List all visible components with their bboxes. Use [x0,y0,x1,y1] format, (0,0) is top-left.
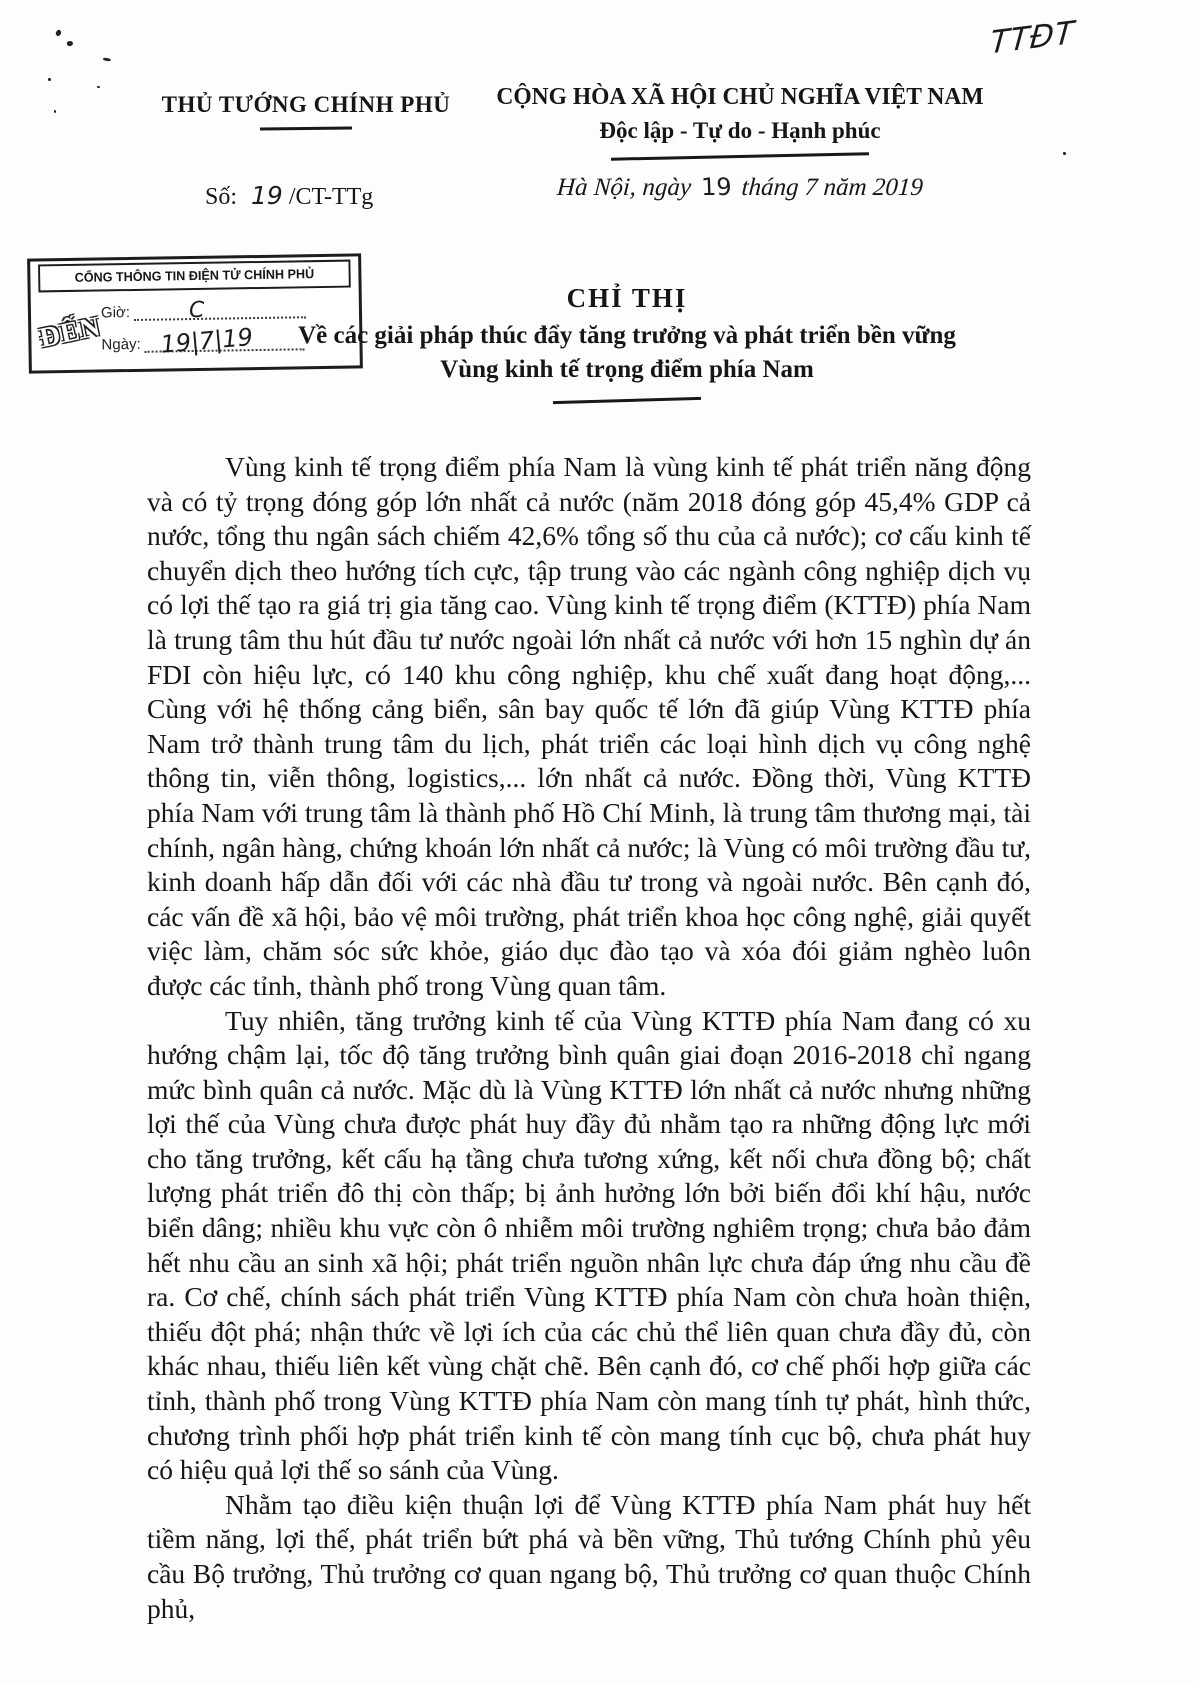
scan-speckle [55,29,63,37]
scan-speckle [54,110,56,113]
paragraph: Nhằm tạo điều kiện thuận lợi để Vùng KTTĐ phía Nam phát huy hết tiềm năng, lợi thế, phát triển bứt phá và bền vững, Thủ tướng Chính phủ yêu cầu Bộ trưởng, Thủ trưởng cơ quan ngang bộ, Thủ trưởng cơ quan thuộc Chính phủ, [147,1488,1031,1624]
stamp-time-value: C [188,297,205,324]
scan-speckle [103,57,111,61]
place-and-date [469,173,1011,202]
handwritten-note: TTĐT [988,14,1077,62]
stamp-date-label: Ngày: [101,335,141,354]
scan-speckle [97,86,100,88]
paragraph: Tuy nhiên, tăng trưởng kinh tế của Vùng KTTĐ phía Nam đang có xu hướng chậm lại, tốc độ tăng trưởng bình quân giai đoạn 2016-2018 chỉ ngang mức bình quân cả nước. Mặc dù là Vùng KTTĐ lớn nhất cả nước nhưng những lợi thế của Vùng chưa được phát huy đầy đủ nhằm tạo ra những động lực mới cho tăng trưởng, kết cấu hạ tầng chưa tương xứng, kết nối chưa đồng bộ; chất lượng phát triển đô thị còn thấp; bị ảnh hưởng lớn bởi biến đổi khí hậu, nước biển dâng; nhiều khu vực còn ô nhiễm môi trường nghiêm trọng; chưa bảo đảm hết nhu cầu an sinh xã hội; phát triển nguồn nhân lực chưa đáp ứng nhu cầu đề ra. Cơ chế, chính sách phát triển Vùng KTTĐ phía Nam còn chưa hoàn thiện, thiếu đột phá; nhận thức về lợi ích của các chủ thể liên quan chưa đầy đủ, còn khác nhau, thiếu liên kết vùng chặt chẽ. Bên cạnh đó, cơ chế phối hợp giữa các tỉnh, thành phố trong Vùng KTTĐ phía Nam còn mang tính tự phát, hình thức, chương trình phối hợp phát triển kinh tế còn mang tính cục bộ, chưa phát huy có hiệu quả lợi thế so sánh của Vùng. [147,1004,1031,1486]
issuer-block [138,92,474,130]
document-number-label: Số: [205,184,238,210]
document-number-suffix: /CT-TTg [288,184,374,210]
title-block [60,283,1194,402]
document-number-value: 19 [251,181,283,210]
date-day-value: 19 [700,173,733,201]
issuer-underline [260,127,352,131]
document-number [205,181,373,211]
place-date-suffix: tháng 7 năm 2019 [740,174,924,201]
subject-line-1: Về các giải pháp thúc đẩy tăng trưởng và phát triển bền vững [298,322,956,349]
document-type: CHỈ THỊ [566,283,688,313]
place-date-prefix: Hà Nội, ngày [556,174,693,201]
national-heading-block [470,84,1010,202]
stamp-organization: CỔNG THÔNG TIN ĐIỆN TỬ CHÍNH PHỦ [38,260,351,293]
stamp-date-value: 19|7|19 [159,322,255,359]
stamp-time-label: Giờ: [100,304,131,322]
scan-speckle [66,40,73,47]
title-underline [553,397,701,404]
national-motto: Độc lập - Tự do - Hạnh phúc [599,118,881,143]
subject-line-2: Vùng kinh tế trọng điểm phía Nam [440,356,814,383]
scan-speckle [48,78,51,81]
scan-speckle [1063,152,1066,155]
body-text [147,450,1031,1626]
stamp-received-label: ĐẾN [36,310,104,355]
document-subject [60,319,1194,387]
motto-underline [611,152,869,160]
national-title: CỘNG HÒA XÃ HỘI CHỦ NGHĨA VIỆT NAM [496,84,984,110]
paragraph: Vùng kinh tế trọng điểm phía Nam là vùng kinh tế phát triển năng động và có tỷ trọng đóng góp lớn nhất cả nước (năm 2018 đóng góp 45,4% GDP cả nước, tổng thu ngân sách chiếm 42,6% tổng số thu của cả nước); cơ cấu kinh tế chuyển dịch theo hướng tích cực, tập trung vào các ngành công nghiệp dịch vụ có lợi thế tạo ra giá trị gia tăng cao. Vùng kinh tế trọng điểm (KTTĐ) phía Nam là trung tâm thu hút đầu tư nước ngoài lớn nhất cả nước với hơn 15 nghìn dự án FDI còn hiệu lực, có 140 khu công nghiệp, khu chế xuất đang hoạt động,... Cùng với hệ thống cảng biển, sân bay quốc tế lớn đã giúp Vùng KTTĐ phía Nam trở thành trung tâm du lịch, phát triển các loại hình dịch vụ công nghệ thông tin, viễn thông, logistics,... lớn nhất cả nước. Đồng thời, Vùng KTTĐ phía Nam với trung tâm là thành phố Hồ Chí Minh, là trung tâm thương mại, tài chính, ngân hàng, chứng khoán lớn nhất cả nước; là Vùng có môi trường đầu tư, kinh doanh hấp dẫn đối với các nhà đầu tư trong và ngoài nước. Bên cạnh đó, các vấn đề xã hội, bảo vệ môi trường, phát triển khoa học công nghệ, giải quyết việc làm, chăm sóc sức khỏe, giáo dục đào tạo và xóa đói giảm nghèo luôn được các tỉnh, thành phố trong Vùng quan tâm. [147,451,1031,1001]
issuer-name: THỦ TƯỚNG CHÍNH PHỦ [161,92,451,117]
